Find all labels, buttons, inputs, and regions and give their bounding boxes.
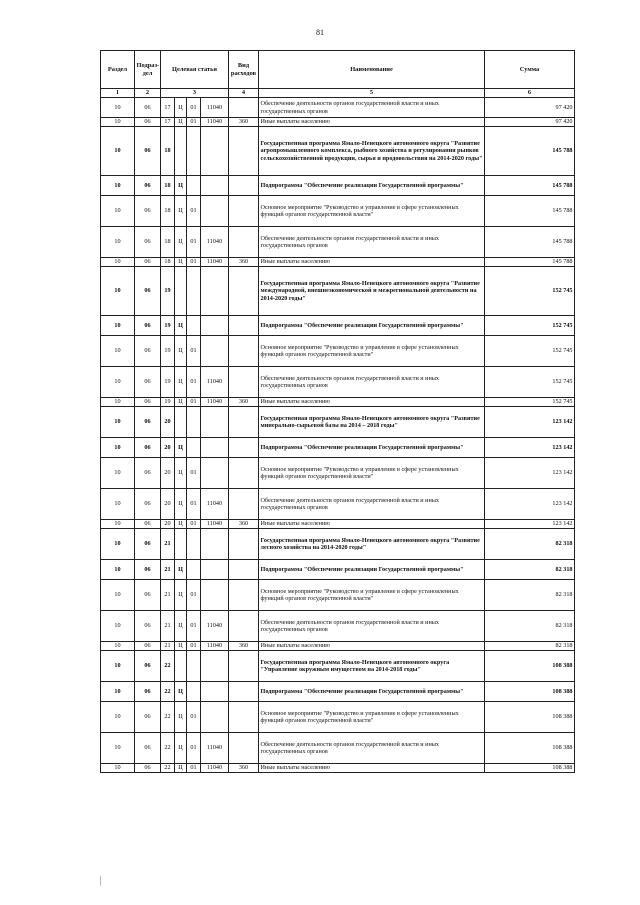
cell-direction-code: 11040 — [201, 258, 229, 267]
cell-program-code: 20 — [161, 489, 175, 520]
cell-podrazdel: 06 — [135, 529, 161, 560]
cell-expense-type: 360 — [229, 398, 259, 407]
cell-expense-type: 360 — [229, 118, 259, 127]
cell-razdel: 10 — [101, 316, 135, 336]
cell-direction-code — [201, 529, 229, 560]
cell-razdel: 10 — [101, 702, 135, 733]
cell-measure-code — [187, 682, 201, 702]
cell-name: Обеспечение деятельности органов государственной власти и иных государственных органов — [259, 98, 485, 118]
cell-razdel: 10 — [101, 438, 135, 458]
cell-expense-type: 360 — [229, 642, 259, 651]
cell-razdel: 10 — [101, 764, 135, 773]
cell-razdel: 10 — [101, 682, 135, 702]
cell-measure-code: 01 — [187, 489, 201, 520]
cell-expense-type — [229, 98, 259, 118]
cell-direction-code: 11040 — [201, 764, 229, 773]
cell-sum: 108 388 — [485, 764, 575, 773]
cell-direction-code — [201, 438, 229, 458]
cell-expense-type — [229, 196, 259, 227]
cell-podrazdel: 06 — [135, 611, 161, 642]
cell-podrazdel: 06 — [135, 98, 161, 118]
cell-razdel: 10 — [101, 642, 135, 651]
cell-subprogram-code: Ц — [175, 702, 187, 733]
cell-sum: 108 388 — [485, 682, 575, 702]
cell-name: Основное мероприятие "Руководство и управление в сфере установленных функций органов государственной власти" — [259, 196, 485, 227]
cell-sum: 145 788 — [485, 196, 575, 227]
cell-razdel: 10 — [101, 98, 135, 118]
cell-subprogram-code: Ц — [175, 733, 187, 764]
cell-program-code: 20 — [161, 458, 175, 489]
table-row — [101, 733, 575, 764]
cell-podrazdel: 06 — [135, 682, 161, 702]
cell-direction-code: 11040 — [201, 520, 229, 529]
cell-sum: 82 318 — [485, 580, 575, 611]
cell-razdel: 10 — [101, 458, 135, 489]
cell-expense-type — [229, 489, 259, 520]
cell-direction-code — [201, 651, 229, 682]
cell-name: Основное мероприятие "Руководство и управление в сфере установленных функций органов государственной власти" — [259, 458, 485, 489]
cell-direction-code — [201, 336, 229, 367]
cell-sum: 82 318 — [485, 611, 575, 642]
cell-podrazdel: 06 — [135, 580, 161, 611]
cell-measure-code: 01 — [187, 367, 201, 398]
table-row — [101, 127, 575, 176]
cell-sum: 145 788 — [485, 127, 575, 176]
cell-name: Иные выплаты населению — [259, 118, 485, 127]
cell-podrazdel: 06 — [135, 764, 161, 773]
cell-razdel: 10 — [101, 127, 135, 176]
cell-direction-code: 11040 — [201, 367, 229, 398]
table-row — [101, 529, 575, 560]
cell-sum: 152 745 — [485, 336, 575, 367]
cell-subprogram-code: Ц — [175, 682, 187, 702]
cell-program-code: 19 — [161, 316, 175, 336]
cell-subprogram-code: Ц — [175, 196, 187, 227]
cell-subprogram-code: Ц — [175, 611, 187, 642]
cell-podrazdel: 06 — [135, 520, 161, 529]
cell-program-code: 18 — [161, 258, 175, 267]
cell-subprogram-code: Ц — [175, 336, 187, 367]
cell-sum: 123 142 — [485, 458, 575, 489]
table-row — [101, 438, 575, 458]
cell-measure-code: 01 — [187, 398, 201, 407]
cell-razdel: 10 — [101, 196, 135, 227]
cell-razdel: 10 — [101, 520, 135, 529]
cell-sum: 108 388 — [485, 651, 575, 682]
cell-name: Иные выплаты населению — [259, 258, 485, 267]
table-row — [101, 702, 575, 733]
cell-direction-code — [201, 682, 229, 702]
cell-razdel: 10 — [101, 580, 135, 611]
cell-program-code: 19 — [161, 398, 175, 407]
cell-direction-code: 11040 — [201, 118, 229, 127]
cell-measure-code: 01 — [187, 733, 201, 764]
cell-podrazdel: 06 — [135, 336, 161, 367]
cell-program-code: 20 — [161, 520, 175, 529]
cell-sum: 152 745 — [485, 316, 575, 336]
cell-podrazdel: 06 — [135, 560, 161, 580]
cell-measure-code — [187, 127, 201, 176]
cell-podrazdel: 06 — [135, 489, 161, 520]
cell-expense-type — [229, 702, 259, 733]
cell-podrazdel: 06 — [135, 407, 161, 438]
header-row — [101, 51, 575, 89]
table-row — [101, 611, 575, 642]
cell-expense-type — [229, 336, 259, 367]
cell-podrazdel: 06 — [135, 651, 161, 682]
cell-direction-code: 11040 — [201, 642, 229, 651]
table-row — [101, 764, 575, 773]
cell-name: Иные выплаты населению — [259, 764, 485, 773]
cell-direction-code: 11040 — [201, 398, 229, 407]
cell-sum: 108 388 — [485, 733, 575, 764]
table-row — [101, 580, 575, 611]
cell-name: Подпрограмма "Обеспечение реализации Государственной программы" — [259, 560, 485, 580]
cell-name: Обеспечение деятельности органов государственной власти и иных государственных органов — [259, 367, 485, 398]
cell-podrazdel: 06 — [135, 733, 161, 764]
cell-sum: 123 142 — [485, 438, 575, 458]
cell-razdel: 10 — [101, 733, 135, 764]
cell-program-code: 22 — [161, 651, 175, 682]
header-expense-type: Вид расходов — [229, 51, 259, 89]
cell-measure-code — [187, 651, 201, 682]
cell-podrazdel: 06 — [135, 227, 161, 258]
cell-direction-code — [201, 458, 229, 489]
cell-measure-code — [187, 316, 201, 336]
table-row — [101, 560, 575, 580]
table-row — [101, 489, 575, 520]
page-number: 81 — [316, 28, 324, 37]
budget-table — [100, 50, 575, 773]
cell-name: Государственная программа Ямало-Ненецкого автономного округа "Развитие агропромышленного комплекса, рыбного хозяйства и регулирования рынков сельскохозяйственной продукции, сырья и продовольствия на 2014-2020 годы" — [259, 127, 485, 176]
cell-razdel: 10 — [101, 227, 135, 258]
cell-sum: 145 788 — [485, 176, 575, 196]
table-row — [101, 176, 575, 196]
cell-name: Обеспечение деятельности органов государственной власти и иных государственных органов — [259, 611, 485, 642]
cell-name: Государственная программа Ямало-Ненецкого автономного округа "Управление окружным имуществом на 2014-2018 годы" — [259, 651, 485, 682]
cell-razdel: 10 — [101, 367, 135, 398]
cell-expense-type: 360 — [229, 258, 259, 267]
cell-razdel: 10 — [101, 560, 135, 580]
cell-subprogram-code: Ц — [175, 438, 187, 458]
cell-program-code: 19 — [161, 367, 175, 398]
cell-measure-code: 01 — [187, 98, 201, 118]
cell-name: Подпрограмма "Обеспечение реализации Государственной программы" — [259, 438, 485, 458]
table-row — [101, 196, 575, 227]
cell-razdel: 10 — [101, 489, 135, 520]
scan-edge-mark — [100, 876, 101, 886]
cell-program-code: 18 — [161, 176, 175, 196]
cell-measure-code: 01 — [187, 611, 201, 642]
cell-subprogram-code: Ц — [175, 316, 187, 336]
cell-podrazdel: 06 — [135, 702, 161, 733]
cell-sum: 145 788 — [485, 258, 575, 267]
cell-program-code: 22 — [161, 682, 175, 702]
cell-podrazdel: 06 — [135, 458, 161, 489]
cell-razdel: 10 — [101, 118, 135, 127]
column-index: 4 — [229, 89, 259, 98]
cell-program-code: 22 — [161, 733, 175, 764]
cell-sum: 123 142 — [485, 489, 575, 520]
header-razdel: Раздел — [101, 51, 135, 89]
cell-name: Основное мероприятие "Руководство и управление в сфере установленных функций органов государственной власти" — [259, 702, 485, 733]
cell-measure-code: 01 — [187, 458, 201, 489]
cell-name: Обеспечение деятельности органов государственной власти и иных государственных органов — [259, 733, 485, 764]
table-row — [101, 336, 575, 367]
cell-name: Обеспечение деятельности органов государственной власти и иных государственных органов — [259, 489, 485, 520]
cell-podrazdel: 06 — [135, 316, 161, 336]
cell-expense-type — [229, 733, 259, 764]
table-row — [101, 642, 575, 651]
table-row — [101, 398, 575, 407]
cell-name: Обеспечение деятельности органов государственной власти и иных государственных органов — [259, 227, 485, 258]
column-index: 1 — [101, 89, 135, 98]
cell-subprogram-code — [175, 267, 187, 316]
cell-measure-code: 01 — [187, 258, 201, 267]
cell-subprogram-code: Ц — [175, 258, 187, 267]
cell-direction-code: 11040 — [201, 227, 229, 258]
cell-sum: 123 142 — [485, 520, 575, 529]
cell-sum: 152 745 — [485, 367, 575, 398]
cell-program-code: 21 — [161, 560, 175, 580]
table-row — [101, 458, 575, 489]
cell-program-code: 21 — [161, 529, 175, 560]
cell-measure-code: 01 — [187, 227, 201, 258]
cell-name: Государственная программа Ямало-Ненецкого автономного округа "Развитие лесного хозяйства на 2014-2020 годы" — [259, 529, 485, 560]
cell-program-code: 17 — [161, 118, 175, 127]
cell-name: Иные выплаты населению — [259, 642, 485, 651]
cell-subprogram-code: Ц — [175, 642, 187, 651]
cell-name: Подпрограмма "Обеспечение реализации Государственной программы" — [259, 176, 485, 196]
cell-razdel: 10 — [101, 258, 135, 267]
cell-measure-code: 01 — [187, 196, 201, 227]
cell-program-code: 22 — [161, 702, 175, 733]
cell-measure-code: 01 — [187, 118, 201, 127]
column-index: 6 — [485, 89, 575, 98]
cell-subprogram-code — [175, 529, 187, 560]
cell-razdel: 10 — [101, 176, 135, 196]
cell-direction-code — [201, 407, 229, 438]
table-row — [101, 407, 575, 438]
cell-program-code: 18 — [161, 227, 175, 258]
cell-program-code: 19 — [161, 267, 175, 316]
cell-direction-code: 11040 — [201, 489, 229, 520]
cell-name: Иные выплаты населению — [259, 398, 485, 407]
cell-program-code: 21 — [161, 580, 175, 611]
cell-direction-code — [201, 196, 229, 227]
cell-measure-code: 01 — [187, 580, 201, 611]
cell-name: Подпрограмма "Обеспечение реализации Государственной программы" — [259, 316, 485, 336]
cell-measure-code — [187, 176, 201, 196]
cell-sum: 97 420 — [485, 118, 575, 127]
cell-measure-code — [187, 560, 201, 580]
cell-direction-code — [201, 176, 229, 196]
cell-program-code: 19 — [161, 336, 175, 367]
cell-sum: 82 318 — [485, 642, 575, 651]
cell-podrazdel: 06 — [135, 367, 161, 398]
cell-subprogram-code: Ц — [175, 560, 187, 580]
cell-subprogram-code: Ц — [175, 764, 187, 773]
cell-expense-type — [229, 529, 259, 560]
cell-razdel: 10 — [101, 529, 135, 560]
cell-podrazdel: 06 — [135, 642, 161, 651]
cell-sum: 152 745 — [485, 267, 575, 316]
cell-expense-type: 360 — [229, 520, 259, 529]
cell-razdel: 10 — [101, 336, 135, 367]
cell-subprogram-code: Ц — [175, 176, 187, 196]
cell-expense-type: 360 — [229, 764, 259, 773]
cell-expense-type — [229, 227, 259, 258]
cell-measure-code: 01 — [187, 336, 201, 367]
header-name: Наименование — [259, 51, 485, 89]
cell-name: Государственная программа Ямало-Ненецкого автономного округа "Развитие минерально-сырьевой базы на 2014 – 2018 годы" — [259, 407, 485, 438]
cell-program-code: 21 — [161, 642, 175, 651]
cell-sum: 82 318 — [485, 529, 575, 560]
table-row — [101, 118, 575, 127]
cell-name: Государственная программа Ямало-Ненецкого автономного округа "Развитие международной, внешнеэкономической и межрегиональной деятельности на 2014-2020 годы" — [259, 267, 485, 316]
cell-measure-code: 01 — [187, 702, 201, 733]
cell-measure-code: 01 — [187, 520, 201, 529]
cell-measure-code: 01 — [187, 764, 201, 773]
cell-program-code: 17 — [161, 98, 175, 118]
table-row — [101, 316, 575, 336]
table-row — [101, 227, 575, 258]
cell-program-code: 22 — [161, 764, 175, 773]
header-podrazdel: Подраз-дел — [135, 51, 161, 89]
cell-sum: 152 745 — [485, 398, 575, 407]
cell-razdel: 10 — [101, 407, 135, 438]
cell-subprogram-code: Ц — [175, 98, 187, 118]
cell-expense-type — [229, 267, 259, 316]
cell-direction-code: 11040 — [201, 98, 229, 118]
cell-subprogram-code — [175, 651, 187, 682]
column-index: 3 — [161, 89, 229, 98]
cell-expense-type — [229, 438, 259, 458]
cell-subprogram-code: Ц — [175, 227, 187, 258]
cell-expense-type — [229, 316, 259, 336]
table-row — [101, 258, 575, 267]
cell-expense-type — [229, 580, 259, 611]
cell-program-code: 20 — [161, 407, 175, 438]
cell-direction-code — [201, 316, 229, 336]
table-row — [101, 651, 575, 682]
cell-podrazdel: 06 — [135, 196, 161, 227]
cell-subprogram-code: Ц — [175, 520, 187, 529]
cell-subprogram-code: Ц — [175, 367, 187, 398]
cell-expense-type — [229, 407, 259, 438]
cell-program-code: 20 — [161, 438, 175, 458]
cell-razdel: 10 — [101, 651, 135, 682]
cell-sum: 108 388 — [485, 702, 575, 733]
cell-program-code: 18 — [161, 196, 175, 227]
cell-program-code: 18 — [161, 127, 175, 176]
cell-measure-code — [187, 529, 201, 560]
cell-podrazdel: 06 — [135, 258, 161, 267]
cell-sum: 97 420 — [485, 98, 575, 118]
cell-measure-code — [187, 438, 201, 458]
cell-direction-code — [201, 580, 229, 611]
cell-direction-code — [201, 267, 229, 316]
column-index: 5 — [259, 89, 485, 98]
table-row — [101, 98, 575, 118]
cell-sum: 82 318 — [485, 560, 575, 580]
cell-expense-type — [229, 176, 259, 196]
cell-subprogram-code: Ц — [175, 458, 187, 489]
cell-subprogram-code — [175, 407, 187, 438]
cell-expense-type — [229, 458, 259, 489]
cell-expense-type — [229, 367, 259, 398]
cell-expense-type — [229, 651, 259, 682]
cell-razdel: 10 — [101, 267, 135, 316]
cell-razdel: 10 — [101, 398, 135, 407]
cell-podrazdel: 06 — [135, 438, 161, 458]
cell-podrazdel: 06 — [135, 127, 161, 176]
cell-direction-code: 11040 — [201, 611, 229, 642]
cell-podrazdel: 06 — [135, 398, 161, 407]
cell-name: Основное мероприятие "Руководство и управление в сфере установленных функций органов государственной власти" — [259, 336, 485, 367]
cell-expense-type — [229, 611, 259, 642]
header-target-article: Целевая статья — [161, 51, 229, 89]
cell-subprogram-code: Ц — [175, 118, 187, 127]
cell-measure-code — [187, 407, 201, 438]
cell-podrazdel: 06 — [135, 267, 161, 316]
cell-name: Подпрограмма "Обеспечение реализации Государственной программы" — [259, 682, 485, 702]
cell-podrazdel: 06 — [135, 176, 161, 196]
cell-expense-type — [229, 127, 259, 176]
cell-direction-code — [201, 702, 229, 733]
table-row — [101, 682, 575, 702]
cell-measure-code — [187, 267, 201, 316]
cell-subprogram-code: Ц — [175, 580, 187, 611]
cell-program-code: 21 — [161, 611, 175, 642]
cell-expense-type — [229, 682, 259, 702]
header-sum: Сумма — [485, 51, 575, 89]
cell-sum: 145 788 — [485, 227, 575, 258]
cell-podrazdel: 06 — [135, 118, 161, 127]
table-row — [101, 367, 575, 398]
cell-direction-code — [201, 127, 229, 176]
cell-subprogram-code: Ц — [175, 398, 187, 407]
cell-name: Иные выплаты населению — [259, 520, 485, 529]
cell-subprogram-code — [175, 127, 187, 176]
column-index: 2 — [135, 89, 161, 98]
cell-direction-code: 11040 — [201, 733, 229, 764]
cell-direction-code — [201, 560, 229, 580]
cell-measure-code: 01 — [187, 642, 201, 651]
cell-subprogram-code: Ц — [175, 489, 187, 520]
column-index-row — [101, 89, 575, 98]
cell-expense-type — [229, 560, 259, 580]
cell-razdel: 10 — [101, 611, 135, 642]
cell-sum: 123 142 — [485, 407, 575, 438]
table-row — [101, 520, 575, 529]
cell-name: Основное мероприятие "Руководство и управление в сфере установленных функций органов государственной власти" — [259, 580, 485, 611]
table-row — [101, 267, 575, 316]
